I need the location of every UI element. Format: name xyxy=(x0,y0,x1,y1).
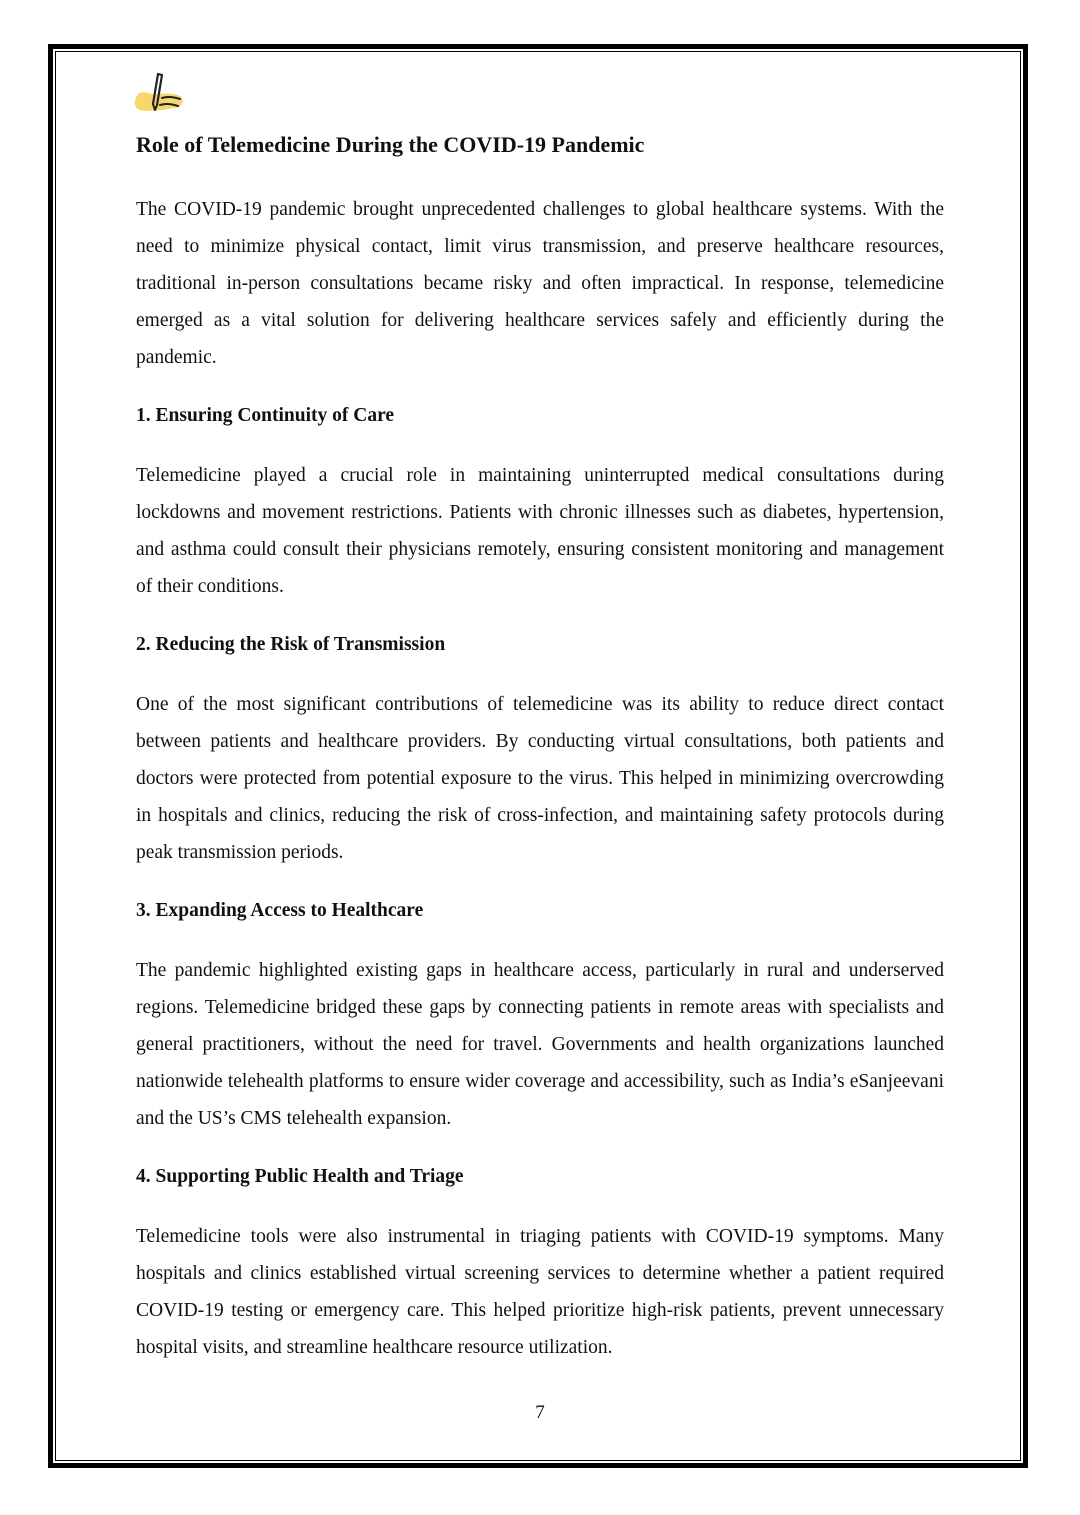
section-body-continuity: Telemedicine played a crucial role in maintaining uninterrupted medical consultations during lockdowns and movement restrictions. Patients with chronic illnesses such as diabetes, hypertension, and asthma could consult their physicians remotely, ensuring consistent monitoring and management of their conditions. xyxy=(136,465,944,597)
section-body-transmission: One of the most significant contributions of telemedicine was its ability to reduce direct contact between patients and healthcare providers. By conducting virtual consultations, both patients and doctors were protected from potential exposure to the virus. This helped in minimizing overcrowding in hospitals and clinics, reducing the risk of cross-infection, and maintaining safety protocols during peak transmission periods. xyxy=(136,694,944,863)
section-body-access: The pandemic highlighted existing gaps in healthcare access, particularly in rural and underserved regions. Telemedicine bridged these gaps by connecting patients in remote areas with specialists and general practitioners, without the need for travel. Governments and health organizations launched nationwide telehealth platforms to ensure wider coverage and accessibility, such as India’s eSanjeevani and the US’s CMS telehealth expansion. xyxy=(136,960,944,1129)
section-heading-transmission: 2. Reducing the Risk of Transmission xyxy=(136,634,446,655)
page-title: Role of Telemedicine During the COVID-19 Pandemic xyxy=(136,132,645,157)
section-heading-continuity: 1. Ensuring Continuity of Care xyxy=(136,405,395,426)
page-number: 7 xyxy=(535,1402,545,1423)
intro-paragraph: The COVID-19 pandemic brought unprecedented challenges to global healthcare systems. With the need to minimize physical contact, limit virus transmission, and preserve healthcare resources, traditional in-person consultations became risky and often impractical. In response, telemedicine emerged as a vital solution for delivering healthcare services safely and efficiently during the pandemic. xyxy=(136,199,944,368)
pencil-writing-icon xyxy=(132,70,188,116)
section-body-triage: Telemedicine tools were also instrumental in triaging patients with COVID-19 symptoms. Many hospitals and clinics established virtual screening services to determine whether a patient required COVID-19 testing or emergency care. This helped prioritize high-risk patients, prevent unnecessary hospital visits, and streamline healthcare resource utilization. xyxy=(136,1226,944,1358)
section-heading-access: 3. Expanding Access to Healthcare xyxy=(136,900,424,921)
section-heading-triage: 4. Supporting Public Health and Triage xyxy=(136,1166,464,1187)
